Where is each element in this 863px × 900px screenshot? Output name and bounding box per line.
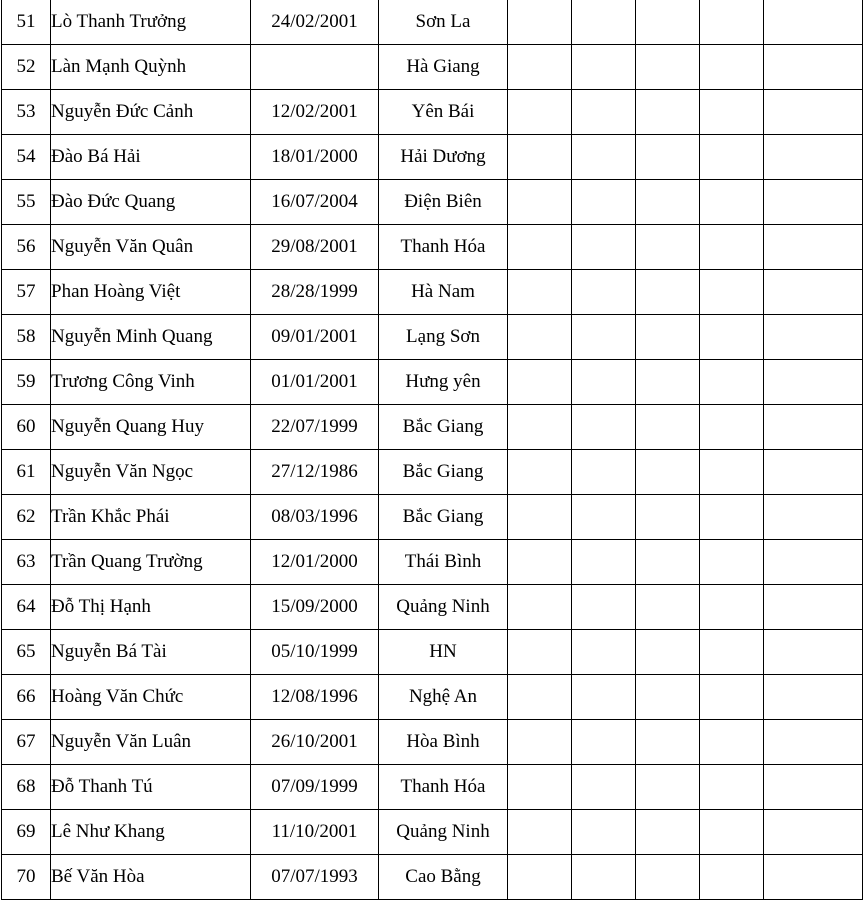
row-number-cell: 61 <box>2 450 51 495</box>
date-of-birth-cell: 11/10/2001 <box>251 810 379 855</box>
table-row <box>2 0 863 45</box>
hometown-cell: Bắc Giang <box>379 450 508 495</box>
blank-cell <box>764 630 863 675</box>
full-name-cell: Lê Như Khang <box>51 810 251 855</box>
row-number-cell: 51 <box>2 0 51 45</box>
blank-cell <box>764 135 863 180</box>
hometown-cell: Hòa Bình <box>379 720 508 765</box>
blank-cell <box>636 585 700 630</box>
blank-cell <box>636 270 700 315</box>
blank-cell <box>636 315 700 360</box>
hometown-cell: Quảng Ninh <box>379 585 508 630</box>
full-name-cell: Nguyễn Văn Luân <box>51 720 251 765</box>
date-of-birth-cell: 24/02/2001 <box>251 0 379 45</box>
full-name-cell: Bế Văn Hòa <box>51 855 251 900</box>
blank-cell <box>572 540 636 585</box>
row-number-cell: 63 <box>2 540 51 585</box>
blank-cell <box>572 45 636 90</box>
full-name-cell: Phan Hoàng Việt <box>51 270 251 315</box>
full-name-cell: Nguyễn Đức Cảnh <box>51 90 251 135</box>
blank-cell <box>764 180 863 225</box>
blank-cell <box>508 675 572 720</box>
table-row <box>2 765 863 810</box>
row-number-cell: 67 <box>2 720 51 765</box>
blank-cell <box>764 855 863 900</box>
hometown-cell: Bắc Giang <box>379 405 508 450</box>
full-name-cell: Đỗ Thị Hạnh <box>51 585 251 630</box>
blank-cell <box>700 315 764 360</box>
table-row <box>2 180 863 225</box>
blank-cell <box>636 765 700 810</box>
hometown-cell: Thanh Hóa <box>379 225 508 270</box>
full-name-cell: Nguyễn Văn Quân <box>51 225 251 270</box>
table-row <box>2 450 863 495</box>
blank-cell <box>508 810 572 855</box>
blank-cell <box>572 180 636 225</box>
blank-cell <box>572 315 636 360</box>
table-row <box>2 90 863 135</box>
blank-cell <box>572 810 636 855</box>
date-of-birth-cell: 22/07/1999 <box>251 405 379 450</box>
row-number-cell: 52 <box>2 45 51 90</box>
blank-cell <box>636 450 700 495</box>
date-of-birth-cell: 07/09/1999 <box>251 765 379 810</box>
blank-cell <box>636 45 700 90</box>
blank-cell <box>508 405 572 450</box>
blank-cell <box>764 675 863 720</box>
blank-cell <box>572 0 636 45</box>
table-row <box>2 585 863 630</box>
table-row <box>2 225 863 270</box>
blank-cell <box>764 585 863 630</box>
table-row <box>2 405 863 450</box>
blank-cell <box>508 585 572 630</box>
blank-cell <box>636 405 700 450</box>
row-number-cell: 60 <box>2 405 51 450</box>
blank-cell <box>700 540 764 585</box>
blank-cell <box>572 630 636 675</box>
hometown-cell: Sơn La <box>379 0 508 45</box>
blank-cell <box>572 270 636 315</box>
blank-cell <box>636 630 700 675</box>
table-row <box>2 540 863 585</box>
blank-cell <box>508 855 572 900</box>
blank-cell <box>700 0 764 45</box>
blank-cell <box>508 225 572 270</box>
blank-cell <box>764 45 863 90</box>
blank-cell <box>636 90 700 135</box>
blank-cell <box>508 270 572 315</box>
date-of-birth-cell: 26/10/2001 <box>251 720 379 765</box>
date-of-birth-cell: 16/07/2004 <box>251 180 379 225</box>
roster-body <box>2 0 863 900</box>
blank-cell <box>764 405 863 450</box>
blank-cell <box>700 495 764 540</box>
blank-cell <box>508 765 572 810</box>
blank-cell <box>764 450 863 495</box>
date-of-birth-cell: 08/03/1996 <box>251 495 379 540</box>
row-number-cell: 62 <box>2 495 51 540</box>
table-row <box>2 360 863 405</box>
blank-cell <box>700 585 764 630</box>
blank-cell <box>764 225 863 270</box>
blank-cell <box>700 675 764 720</box>
hometown-cell: Bắc Giang <box>379 495 508 540</box>
blank-cell <box>764 720 863 765</box>
row-number-cell: 70 <box>2 855 51 900</box>
date-of-birth-cell: 01/01/2001 <box>251 360 379 405</box>
row-number-cell: 55 <box>2 180 51 225</box>
blank-cell <box>700 450 764 495</box>
row-number-cell: 66 <box>2 675 51 720</box>
full-name-cell: Đỗ Thanh Tú <box>51 765 251 810</box>
blank-cell <box>764 540 863 585</box>
full-name-cell: Đào Bá Hải <box>51 135 251 180</box>
table-row <box>2 675 863 720</box>
row-number-cell: 53 <box>2 90 51 135</box>
blank-cell <box>508 180 572 225</box>
blank-cell <box>764 360 863 405</box>
blank-cell <box>700 225 764 270</box>
blank-cell <box>636 180 700 225</box>
hometown-cell: Hà Giang <box>379 45 508 90</box>
blank-cell <box>508 135 572 180</box>
table-row <box>2 270 863 315</box>
blank-cell <box>508 0 572 45</box>
date-of-birth-cell: 29/08/2001 <box>251 225 379 270</box>
hometown-cell: Nghệ An <box>379 675 508 720</box>
blank-cell <box>700 810 764 855</box>
full-name-cell: Trần Khắc Phái <box>51 495 251 540</box>
blank-cell <box>572 135 636 180</box>
blank-cell <box>764 270 863 315</box>
full-name-cell: Nguyễn Văn Ngọc <box>51 450 251 495</box>
date-of-birth-cell: 05/10/1999 <box>251 630 379 675</box>
blank-cell <box>700 90 764 135</box>
date-of-birth-cell: 12/02/2001 <box>251 90 379 135</box>
full-name-cell: Hoàng Văn Chức <box>51 675 251 720</box>
blank-cell <box>572 405 636 450</box>
blank-cell <box>636 0 700 45</box>
blank-cell <box>636 675 700 720</box>
blank-cell <box>508 720 572 765</box>
blank-cell <box>508 540 572 585</box>
blank-cell <box>572 720 636 765</box>
table-row <box>2 315 863 360</box>
row-number-cell: 59 <box>2 360 51 405</box>
full-name-cell: Nguyễn Quang Huy <box>51 405 251 450</box>
hometown-cell: Hưng yên <box>379 360 508 405</box>
date-of-birth-cell: 07/07/1993 <box>251 855 379 900</box>
full-name-cell: Lò Thanh Trưởng <box>51 0 251 45</box>
blank-cell <box>700 720 764 765</box>
hometown-cell: HN <box>379 630 508 675</box>
table-row <box>2 720 863 765</box>
table-row <box>2 855 863 900</box>
blank-cell <box>700 135 764 180</box>
roster-table <box>1 0 863 900</box>
row-number-cell: 54 <box>2 135 51 180</box>
blank-cell <box>572 495 636 540</box>
blank-cell <box>636 810 700 855</box>
hometown-cell: Thanh Hóa <box>379 765 508 810</box>
blank-cell <box>764 810 863 855</box>
blank-cell <box>572 585 636 630</box>
table-row <box>2 810 863 855</box>
row-number-cell: 57 <box>2 270 51 315</box>
blank-cell <box>700 630 764 675</box>
blank-cell <box>764 0 863 45</box>
date-of-birth-cell: 09/01/2001 <box>251 315 379 360</box>
blank-cell <box>636 495 700 540</box>
blank-cell <box>700 45 764 90</box>
blank-cell <box>636 540 700 585</box>
table-row <box>2 135 863 180</box>
blank-cell <box>636 135 700 180</box>
date-of-birth-cell <box>251 45 379 90</box>
hometown-cell: Yên Bái <box>379 90 508 135</box>
row-number-cell: 69 <box>2 810 51 855</box>
blank-cell <box>700 270 764 315</box>
blank-cell <box>700 405 764 450</box>
blank-cell <box>508 315 572 360</box>
row-number-cell: 56 <box>2 225 51 270</box>
full-name-cell: Đào Đức Quang <box>51 180 251 225</box>
hometown-cell: Cao Bằng <box>379 855 508 900</box>
blank-cell <box>700 180 764 225</box>
date-of-birth-cell: 12/01/2000 <box>251 540 379 585</box>
blank-cell <box>764 765 863 810</box>
blank-cell <box>700 360 764 405</box>
full-name-cell: Nguyễn Bá Tài <box>51 630 251 675</box>
hometown-cell: Điện Biên <box>379 180 508 225</box>
row-number-cell: 58 <box>2 315 51 360</box>
blank-cell <box>764 315 863 360</box>
blank-cell <box>508 495 572 540</box>
row-number-cell: 65 <box>2 630 51 675</box>
blank-cell <box>764 90 863 135</box>
blank-cell <box>636 360 700 405</box>
blank-cell <box>572 450 636 495</box>
blank-cell <box>508 630 572 675</box>
blank-cell <box>764 495 863 540</box>
blank-cell <box>572 675 636 720</box>
date-of-birth-cell: 27/12/1986 <box>251 450 379 495</box>
table-row <box>2 495 863 540</box>
table-row <box>2 630 863 675</box>
blank-cell <box>700 765 764 810</box>
full-name-cell: Nguyễn Minh Quang <box>51 315 251 360</box>
full-name-cell: Trần Quang Trường <box>51 540 251 585</box>
blank-cell <box>636 720 700 765</box>
date-of-birth-cell: 12/08/1996 <box>251 675 379 720</box>
date-of-birth-cell: 15/09/2000 <box>251 585 379 630</box>
hometown-cell: Hải Dương <box>379 135 508 180</box>
row-number-cell: 68 <box>2 765 51 810</box>
blank-cell <box>508 360 572 405</box>
hometown-cell: Thái Bình <box>379 540 508 585</box>
blank-cell <box>508 90 572 135</box>
blank-cell <box>636 225 700 270</box>
blank-cell <box>572 225 636 270</box>
table-row <box>2 45 863 90</box>
date-of-birth-cell: 28/28/1999 <box>251 270 379 315</box>
full-name-cell: Trương Công Vinh <box>51 360 251 405</box>
blank-cell <box>572 360 636 405</box>
blank-cell <box>572 90 636 135</box>
hometown-cell: Hà Nam <box>379 270 508 315</box>
blank-cell <box>636 855 700 900</box>
date-of-birth-cell: 18/01/2000 <box>251 135 379 180</box>
blank-cell <box>572 765 636 810</box>
blank-cell <box>572 855 636 900</box>
blank-cell <box>700 855 764 900</box>
row-number-cell: 64 <box>2 585 51 630</box>
full-name-cell: Làn Mạnh Quỳnh <box>51 45 251 90</box>
blank-cell <box>508 45 572 90</box>
hometown-cell: Quảng Ninh <box>379 810 508 855</box>
hometown-cell: Lạng Sơn <box>379 315 508 360</box>
blank-cell <box>508 450 572 495</box>
